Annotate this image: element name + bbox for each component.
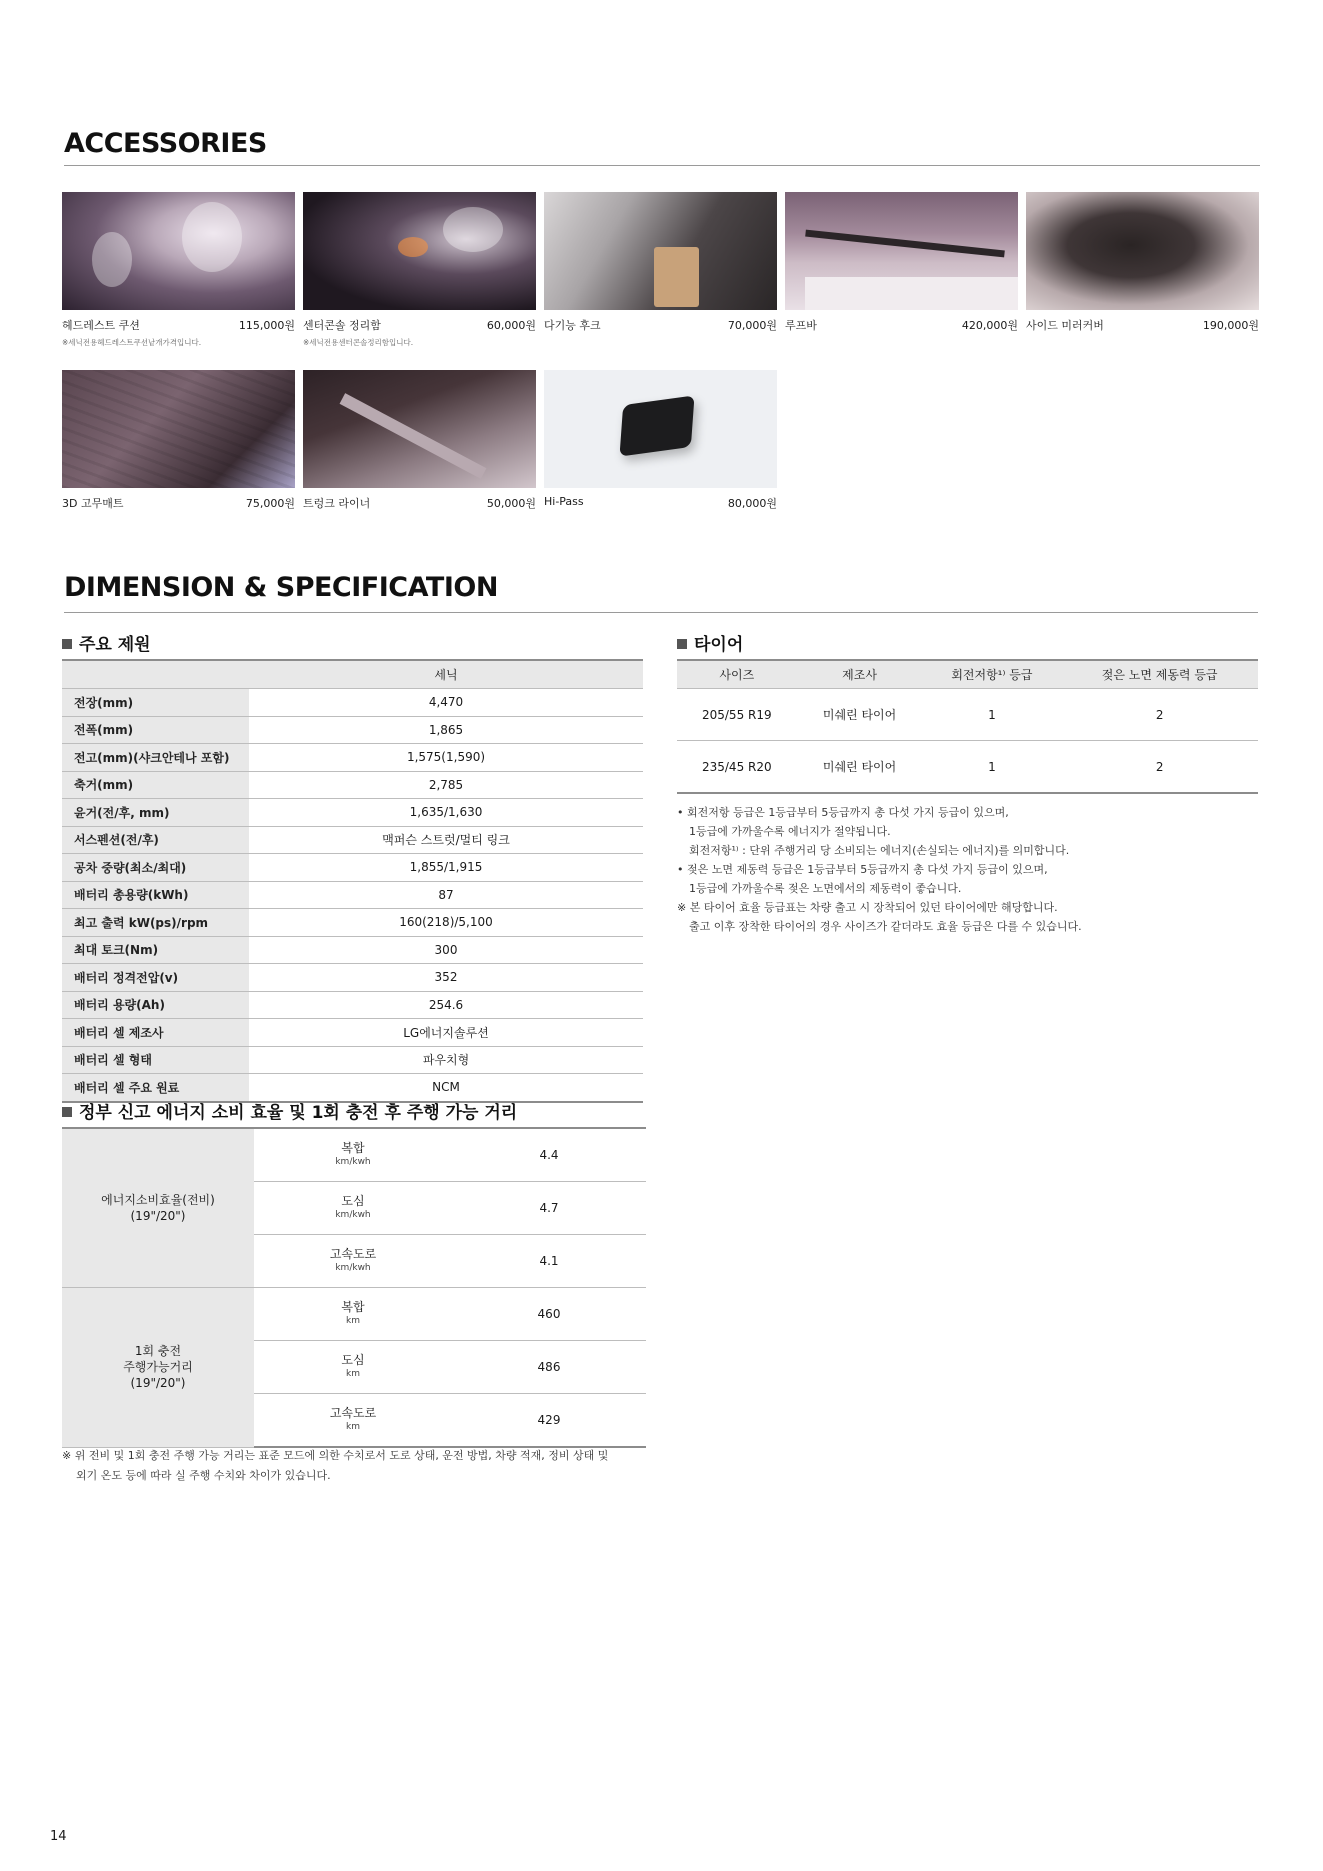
tire-cell: 1: [922, 689, 1061, 741]
spec-row: [62, 991, 643, 1019]
tire-note-line: ※ 본 타이어 효율 등급표는 차량 출고 시 장착되어 있던 타이어에만 해당합니다.: [677, 901, 1058, 914]
tire-note-line: 회전저항¹⁾ : 단위 주행거리 당 소비되는 에너지(손실되는 에너지)를 의미합니다.: [689, 844, 1070, 857]
spec-row: [62, 744, 643, 772]
spec-row: [62, 716, 643, 744]
tire-cell: 2: [1061, 741, 1258, 794]
efficiency-value: 486: [452, 1341, 646, 1394]
spec-row: [62, 854, 643, 882]
spec-label: 윤거(전/후, mm): [62, 799, 249, 827]
efficiency-category: 도심 km/kwh: [254, 1182, 452, 1235]
tire-cell: 2: [1061, 689, 1258, 741]
efficiency-table: [62, 1127, 646, 1448]
multi-hook-photo: [544, 192, 777, 310]
efficiency-unit: km/kwh: [335, 1263, 371, 1273]
accessory-note: ※세닉전용센터콘솔정리함입니다.: [303, 338, 414, 347]
tire-row: [677, 689, 1258, 741]
tire-cell: 미쉐린 타이어: [797, 741, 923, 794]
accessory-price: 75,000원: [245, 497, 295, 510]
spec-value: 맥퍼슨 스트럿/멀티 링크: [249, 826, 643, 854]
spec-label: 배터리 정격전압(v): [62, 964, 249, 992]
spec-row: [62, 881, 643, 909]
accessory-price: 70,000원: [727, 319, 777, 332]
spec-value: 160(218)/5,100: [249, 909, 643, 937]
efficiency-row: [62, 1128, 646, 1182]
main-spec-table: [62, 659, 643, 1103]
efficiency-value: 460: [452, 1288, 646, 1341]
accessory-price: 115,000원: [238, 319, 295, 332]
spec-value: 파우치형: [249, 1046, 643, 1074]
efficiency-value: 4.1: [452, 1235, 646, 1288]
spec-value: 1,865: [249, 716, 643, 744]
accessory-price: 80,000원: [727, 497, 777, 510]
square-bullet-icon: [677, 639, 687, 649]
accessory-name: 루프바: [785, 319, 817, 332]
spec-value: LG에너지솔루션: [249, 1019, 643, 1047]
tire-note-line: 출고 이후 장착한 타이어의 경우 사이즈가 같더라도 효율 등급은 다를 수 있습니다.: [689, 920, 1082, 933]
spec-label: 배터리 셀 형태: [62, 1046, 249, 1074]
spec-label: 배터리 총용량(kWh): [62, 881, 249, 909]
accessory-price: 60,000원: [486, 319, 536, 332]
efficiency-footnote: [62, 1446, 662, 1486]
accessory-name: 3D 고무매트: [62, 497, 124, 510]
spec-label: 전폭(mm): [62, 716, 249, 744]
tire-cell: 235/45 R20: [677, 741, 797, 794]
accessory-name: 트렁크 라이너: [303, 497, 371, 510]
spec-row: [62, 936, 643, 964]
spec-header-model: 세닉: [249, 660, 643, 689]
efficiency-value: 4.7: [452, 1182, 646, 1235]
spec-row: [62, 964, 643, 992]
accessory-item-headrest[interactable]: [62, 192, 295, 348]
spec-value: 4,470: [249, 689, 643, 717]
page-number: 14: [50, 1829, 67, 1844]
tire-header: 제조사: [797, 660, 923, 689]
spec-value: 1,855/1,915: [249, 854, 643, 882]
tire-note-line: • 회전저항 등급은 1등급부터 5등급까지 총 다섯 가지 등급이 있으며,: [677, 806, 1009, 819]
efficiency-value: 4.4: [452, 1128, 646, 1182]
mirror-cover-photo: [1026, 192, 1259, 310]
spec-value: 87: [249, 881, 643, 909]
spec-label: 배터리 셀 주요 원료: [62, 1074, 249, 1102]
tire-header: 젖은 노면 제동력 등급: [1061, 660, 1258, 689]
spec-label: 전장(mm): [62, 689, 249, 717]
efficiency-category: 도심 km: [254, 1341, 452, 1394]
accessory-price: 190,000원: [1202, 319, 1259, 332]
tire-note-line: • 젖은 노면 제동력 등급은 1등급부터 5등급까지 총 다섯 가지 등급이 있으며,: [677, 863, 1048, 876]
spec-row: [62, 1019, 643, 1047]
accessory-name: 사이드 미러커버: [1026, 319, 1104, 332]
accessories-title: ACCESSORIES: [64, 128, 267, 159]
efficiency-unit: km/kwh: [335, 1210, 371, 1220]
trunk-liner-photo: [303, 370, 536, 488]
accessory-item-trunk-liner[interactable]: [303, 370, 536, 511]
spec-row: [62, 799, 643, 827]
specification-title: DIMENSION & SPECIFICATION: [64, 572, 498, 603]
efficiency-group-label: 1회 충전 주행가능거리 (19"/20"): [62, 1288, 254, 1448]
tire-cell: 1: [922, 741, 1061, 794]
accessory-item-mirror-cover[interactable]: [1026, 192, 1259, 333]
spec-label: 최대 토크(Nm): [62, 936, 249, 964]
accessory-name: 다기능 후크: [544, 319, 601, 332]
efficiency-row: [62, 1288, 646, 1341]
tire-table: [677, 659, 1258, 794]
spec-row: [62, 826, 643, 854]
accessory-price: 420,000원: [961, 319, 1018, 332]
tire-cell: 205/55 R19: [677, 689, 797, 741]
efficiency-category: 복합 km/kwh: [254, 1128, 452, 1182]
spec-value: 1,575(1,590): [249, 744, 643, 772]
accessory-price: 50,000원: [486, 497, 536, 510]
spec-label: 배터리 셀 제조사: [62, 1019, 249, 1047]
spec-row: [62, 689, 643, 717]
console-organizer-photo: [303, 192, 536, 310]
spec-value: 1,635/1,630: [249, 799, 643, 827]
accessory-item-console-organizer[interactable]: [303, 192, 536, 348]
accessory-note: ※세닉전용헤드레스트쿠션낱개가격입니다.: [62, 338, 202, 347]
spec-label: 축거(mm): [62, 771, 249, 799]
footnote-line: ※ 위 전비 및 1회 충전 주행 가능 거리는 표준 모드에 의한 수치로서 도로 상태, 운전 방법, 차량 적재, 정비 상태 및: [62, 1449, 609, 1462]
efficiency-category: 고속도로 km/kwh: [254, 1235, 452, 1288]
spec-label: 서스펜션(전/후): [62, 826, 249, 854]
spec-label: 최고 출력 kW(ps)/rpm: [62, 909, 249, 937]
accessories-rule: [64, 165, 1260, 166]
tire-row: [677, 741, 1258, 794]
spec-header-blank: [62, 660, 249, 689]
tire-note-line: 1등급에 가까울수록 에너지가 절약됩니다.: [689, 825, 891, 838]
efficiency-value: 429: [452, 1394, 646, 1448]
spec-label: 배터리 용량(Ah): [62, 991, 249, 1019]
spec-value: 2,785: [249, 771, 643, 799]
spec-label: 전고(mm)(샤크안테나 포함): [62, 744, 249, 772]
efficiency-unit: km/kwh: [335, 1157, 371, 1167]
efficiency-heading: 정부 신고 에너지 소비 효율 및 1회 충전 후 주행 가능 거리: [62, 1098, 517, 1123]
tire-cell: 미쉐린 타이어: [797, 689, 923, 741]
efficiency-unit: km: [346, 1316, 360, 1326]
spec-row: [62, 909, 643, 937]
headrest-cushion-photo: [62, 192, 295, 310]
accessory-item-roof-bar[interactable]: [785, 192, 1018, 333]
spec-row: [62, 771, 643, 799]
spec-value: NCM: [249, 1074, 643, 1102]
spec-row: [62, 1046, 643, 1074]
efficiency-category: 고속도로 km: [254, 1394, 452, 1448]
spec-value: 352: [249, 964, 643, 992]
tire-notes: [677, 803, 1277, 936]
efficiency-group-label: 에너지소비효율(전비) (19"/20"): [62, 1128, 254, 1288]
efficiency-category: 복합 km: [254, 1288, 452, 1341]
efficiency-unit: km: [346, 1422, 360, 1432]
square-bullet-icon: [62, 639, 72, 649]
accessory-name: Hi-Pass: [544, 495, 584, 508]
spec-label: 공차 중량(최소/최대): [62, 854, 249, 882]
square-bullet-icon: [62, 1107, 72, 1117]
accessory-name: 센터콘솔 정리함: [303, 319, 381, 332]
efficiency-unit: km: [346, 1369, 360, 1379]
tire-note-line: 1등급에 가까울수록 젖은 노면에서의 제동력이 좋습니다.: [689, 882, 962, 895]
main-spec-heading: 주요 제원: [62, 630, 151, 655]
hipass-device-photo: [544, 370, 777, 488]
accessory-item-hipass[interactable]: [544, 370, 777, 511]
tire-heading: 타이어: [677, 630, 743, 655]
tire-header: 사이즈: [677, 660, 797, 689]
spec-value: 254.6: [249, 991, 643, 1019]
rubber-mat-photo: [62, 370, 295, 488]
accessory-name: 헤드레스트 쿠션: [62, 319, 140, 332]
specification-rule: [64, 612, 1258, 613]
accessory-item-3d-mat[interactable]: [62, 370, 295, 511]
roof-bar-photo: [785, 192, 1018, 310]
footnote-line: 외기 온도 등에 따라 실 주행 수치와 차이가 있습니다.: [76, 1469, 331, 1482]
tire-header: 회전저항¹⁾ 등급: [922, 660, 1061, 689]
accessory-item-multi-hook[interactable]: [544, 192, 777, 333]
spec-value: 300: [249, 936, 643, 964]
